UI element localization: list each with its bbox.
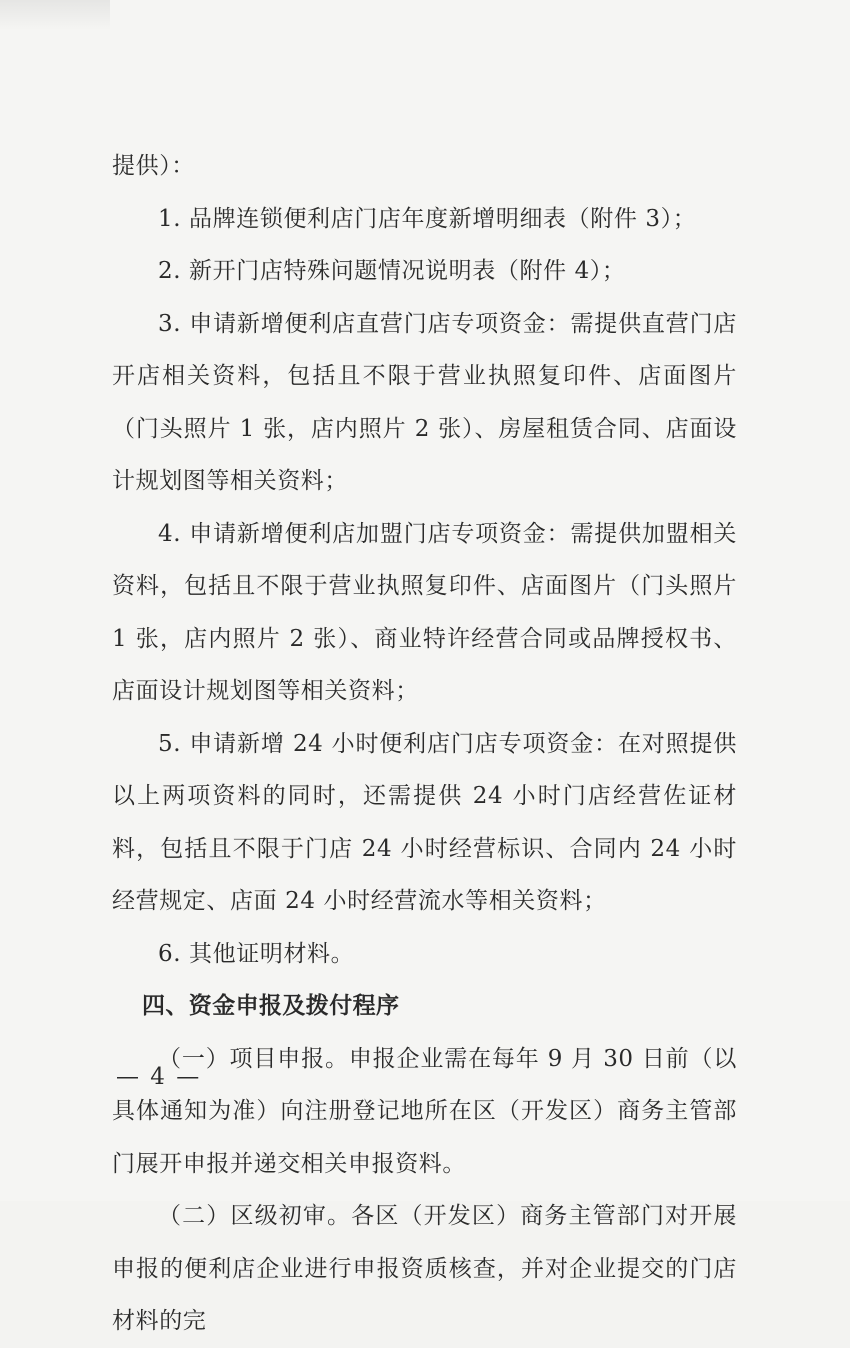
list-item-2: 2. 新开门店特殊问题情况说明表（附件 4）； — [158, 258, 626, 284]
document-body — [112, 140, 737, 1348]
list-item-6: 6. 其他证明材料。 — [158, 940, 355, 967]
subsection-1-title: （一）项目申报。 — [158, 1045, 349, 1072]
subsection-2 — [112, 1190, 737, 1348]
subsection-2-title: （二）区级初审。 — [158, 1203, 352, 1229]
list-item-3: 3. 申请新增便利店直营门店专项资金：需提供直营门店开店相关资料，包括且不限于营业执照复印件、店面图片（门头照片 1 张，店内照片 2 张）、房屋租赁合同、店面设计规划图等相关资料； — [112, 310, 737, 494]
subsection-1-body: 申报企业需在每年 9 月 30 日前（以具体通知为准）向注册登记地所在区（开发区）商务主管部门展开申报并递交相关申报资料。 — [112, 1045, 737, 1177]
subsection-1 — [112, 1033, 737, 1191]
intro-line: 提供）： — [112, 153, 195, 179]
section-heading: 四、资金申报及拨付程序 — [142, 993, 400, 1019]
list-item-1: 1. 品牌连锁便利店门店年度新增明细表（附件 3）； — [158, 205, 697, 232]
list-item-5: 5. 申请新增 24 小时便利店门店专项资金：在对照提供以上两项资料的同时，还需提供 24 小时门店经营佐证材料，包括且不限于门店 24 小时经营标识、合同内 24 小时经营规定、店面 24 小时经营流水等相关资料； — [112, 730, 737, 914]
page-number: — 4 — — [116, 1064, 202, 1090]
scan-artifact — [0, 0, 110, 30]
subsection-2-body: 各区（开发区）商务主管部门对开展申报的便利店企业进行申报资质核查，并对企业提交的门店材料的完 — [112, 1203, 737, 1334]
list-item-4: 4. 申请新增便利店加盟门店专项资金：需提供加盟相关资料，包括且不限于营业执照复印件、店面图片（门头照片 1 张，店内照片 2 张）、商业特许经营合同或品牌授权书、店面设计规划图等相关资料； — [112, 520, 737, 704]
